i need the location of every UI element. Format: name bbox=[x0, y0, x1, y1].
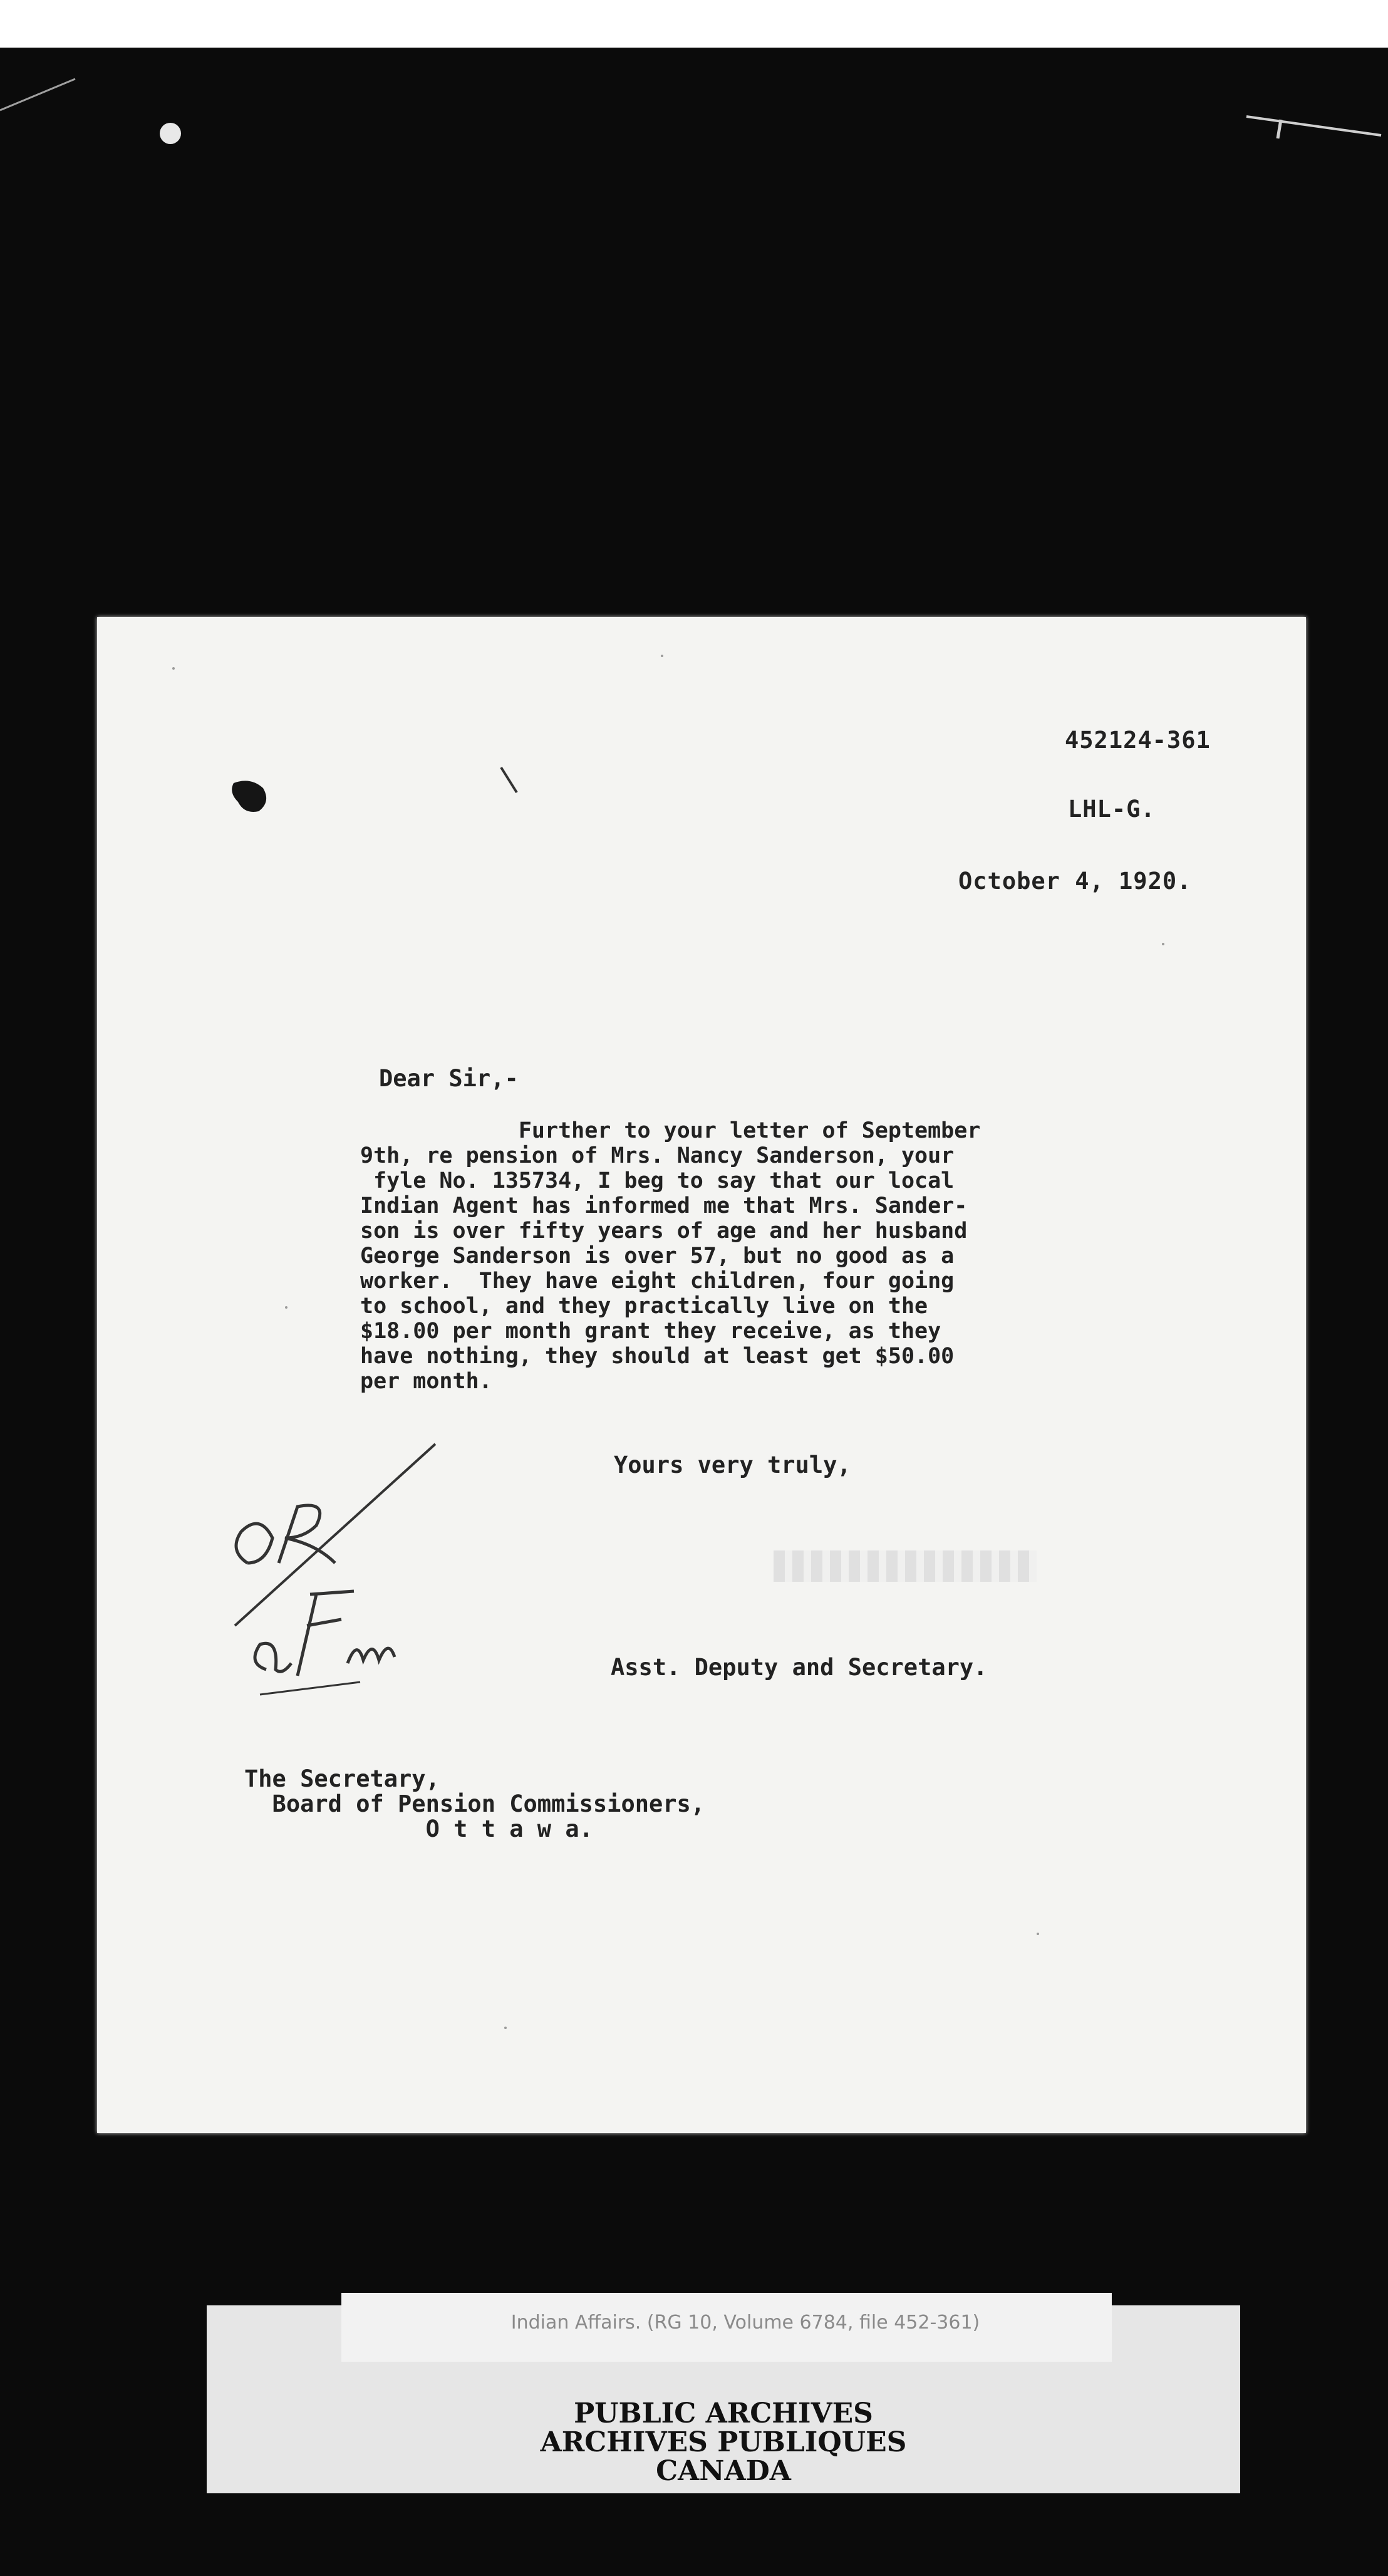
paper-speck bbox=[1037, 1933, 1039, 1935]
paper-speck bbox=[1162, 943, 1164, 945]
paper-speck bbox=[285, 1306, 287, 1309]
archive-name-line: CANADA bbox=[656, 2455, 791, 2487]
reference-number: 452124-361 bbox=[1065, 727, 1211, 754]
archive-label bbox=[207, 2305, 1240, 2493]
body-line: Indian Agent has informed me that Mrs. Sander- bbox=[360, 1193, 968, 1218]
archive-name-line: ARCHIVES PUBLIQUES bbox=[540, 2426, 907, 2458]
faded-signature bbox=[774, 1550, 1037, 1582]
ink-blot-icon bbox=[229, 777, 272, 814]
film-scratch-icon bbox=[1243, 107, 1387, 145]
body-line: per month. bbox=[360, 1369, 492, 1394]
body-line: $18.00 per month grant they receive, as they bbox=[360, 1319, 941, 1344]
body-line: have nothing, they should at least get $50.00 bbox=[360, 1344, 955, 1369]
signer-title: Asst. Deputy and Secretary. bbox=[611, 1654, 988, 1681]
body-line: 9th, re pension of Mrs. Nancy Sanderson, your bbox=[360, 1143, 955, 1168]
body-line: Further to your letter of September bbox=[360, 1118, 981, 1143]
pencil-mark-icon bbox=[498, 764, 523, 796]
addressee-line: O t t a w a. bbox=[244, 1815, 593, 1842]
paper-speck bbox=[504, 2027, 507, 2029]
body-line: son is over fifty years of age and her husband bbox=[360, 1218, 968, 1244]
paper-speck bbox=[661, 655, 663, 657]
film-scratch-icon bbox=[0, 73, 100, 123]
paper-speck bbox=[172, 667, 175, 670]
addressee-line: Board of Pension Commissioners, bbox=[244, 1790, 705, 1817]
closing: Yours very truly, bbox=[614, 1452, 851, 1478]
addressee-block bbox=[244, 1767, 705, 1842]
initials-code: LHL-G. bbox=[1068, 796, 1156, 823]
archive-name-line: PUBLIC ARCHIVES bbox=[574, 2397, 873, 2429]
archive-name bbox=[207, 2399, 1240, 2486]
letter-date: October 4, 1920. bbox=[958, 868, 1192, 895]
letter-body bbox=[360, 1118, 1162, 1394]
film-speck bbox=[160, 123, 181, 144]
handwritten-initials-icon bbox=[222, 1438, 460, 1701]
body-line: to school, and they practically live on the bbox=[360, 1294, 928, 1319]
letter-page bbox=[97, 617, 1306, 2133]
body-line: worker. They have eight children, four going bbox=[360, 1269, 955, 1294]
salutation: Dear Sir,- bbox=[379, 1065, 519, 1092]
addressee-line: The Secretary, bbox=[244, 1765, 440, 1792]
body-line: fyle No. 135734, I beg to say that our local bbox=[360, 1168, 955, 1193]
archive-citation: Indian Affairs. (RG 10, Volume 6784, file 452-361) bbox=[510, 2312, 980, 2334]
body-line: George Sanderson is over 57, but no good as a bbox=[360, 1244, 955, 1269]
